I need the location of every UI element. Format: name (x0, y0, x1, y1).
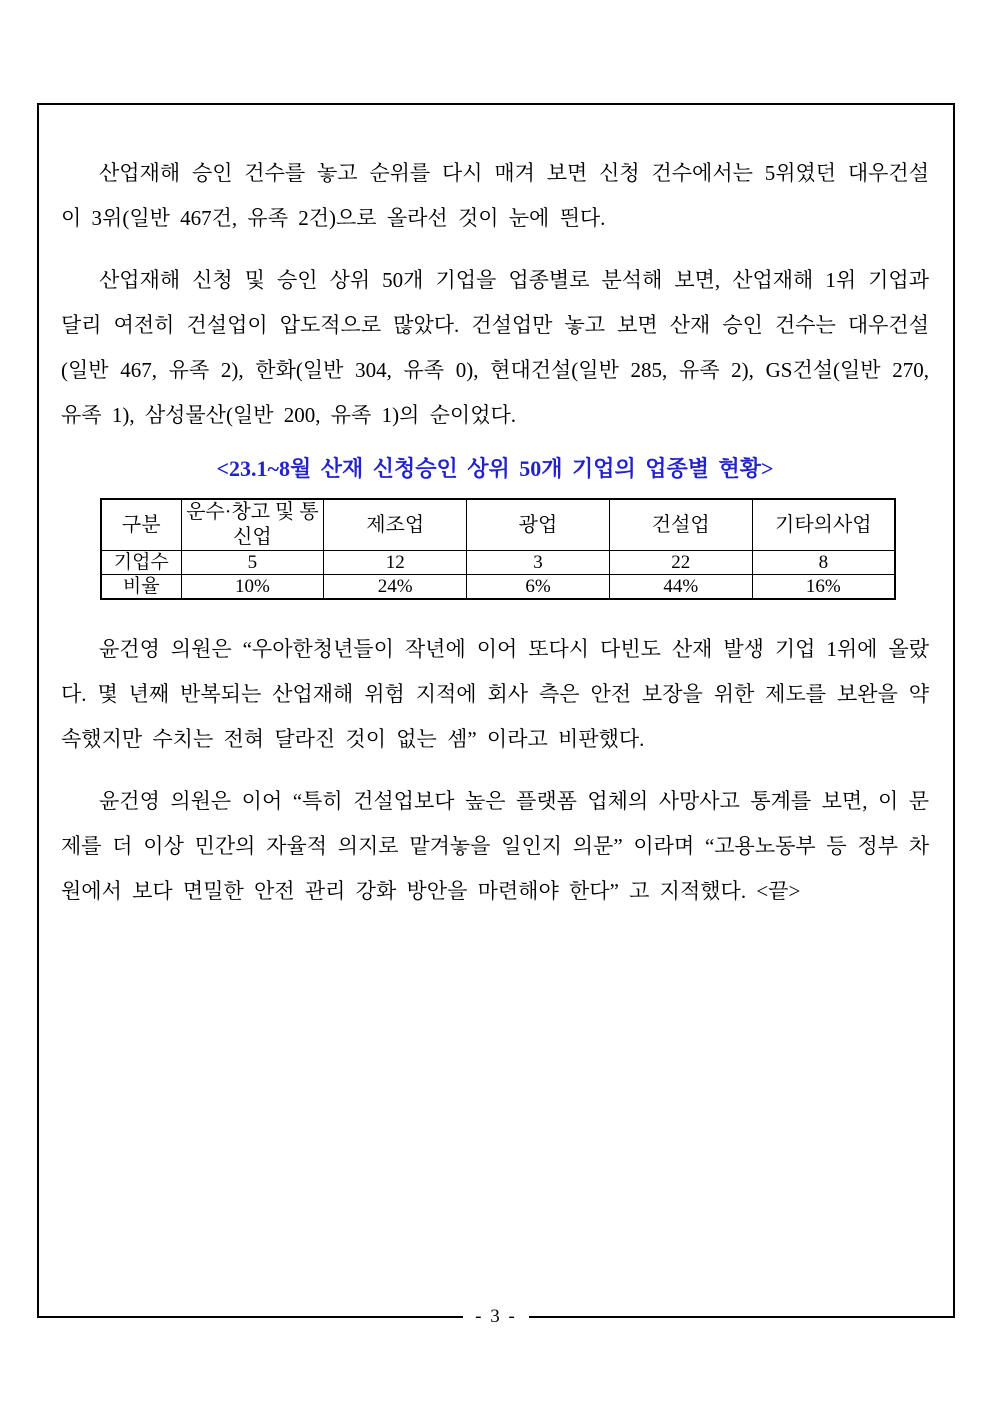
table-cell: 44% (609, 575, 752, 600)
table-column-header-mining: 광업 (467, 499, 610, 551)
table-column-header-manufacturing: 제조업 (324, 499, 467, 551)
table-cell: 16% (752, 575, 895, 600)
table-cell: 5 (181, 551, 324, 575)
table-cell: 8 (752, 551, 895, 575)
table-title: <23.1~8월 산재 신청승인 상위 50개 기업의 업종별 현황> (216, 456, 774, 481)
table-corner-header: 구분 (101, 499, 181, 551)
paragraph-lawmaker-criticism: 윤건영 의원은 “우아한청년들이 작년에 이어 또다시 다빈도 산재 발생 기업 1위에 올랐다. 몇 년째 반복되는 산업재해 위험 지적에 회사 측은 안전 보장을 위한 제도를 보완을 약속했지만 수치는 전혀 달라진 것이 없는 셈” 이라고 비판했다. (61, 637, 929, 751)
table-cell: 24% (324, 575, 467, 600)
table-column-header-transport: 운수·창고 및 통신업 (181, 499, 324, 551)
document-content (39, 105, 953, 914)
table-header-row (101, 499, 895, 551)
table-row-ratio (101, 575, 895, 600)
table-row-label: 비율 (101, 575, 181, 600)
paragraph-lawmaker-followup: 윤건영 의원은 이어 “특히 건설업보다 높은 플랫폼 업체의 사망사고 통계를 보면, 이 문제를 더 이상 민간의 자율적 의지로 맡겨놓을 일인지 의문” 이라며 “고용노동부 등 정부 차원에서 보다 면밀한 안전 관리 강화 방안을 마련해야 한다” 고 지적했다. <끝> (61, 789, 929, 903)
table-cell: 22 (609, 551, 752, 575)
table-column-header-other: 기타의사업 (752, 499, 895, 551)
table-cell: 12 (324, 551, 467, 575)
page-number: - 3 - (463, 1304, 529, 1330)
content-border-box (37, 103, 955, 1327)
paragraph-approval-ranking: 산업재해 승인 건수를 놓고 순위를 다시 매겨 보면 신청 건수에서는 5위였던 대우건설이 3위(일반 467건, 유족 2건)으로 올라선 것이 눈에 띈다. (61, 161, 929, 230)
table-cell: 6% (467, 575, 610, 600)
industry-breakdown-table (100, 498, 896, 600)
table-row-label: 기업수 (101, 551, 181, 575)
page-footer (39, 1304, 953, 1330)
table-column-header-construction: 건설업 (609, 499, 752, 551)
table-row-company-count (101, 551, 895, 575)
paragraph-industry-analysis: 산업재해 신청 및 승인 상위 50개 기업을 업종별로 분석해 보면, 산업재해 1위 기업과 달리 여전히 건설업이 압도적으로 많았다. 건설업만 놓고 보면 산재 승인 건수는 대우건설(일반 467, 유족 2), 한화(일반 304, 유족 0), 현대건설(일반 285, 유족 2), GS건설(일반 270, 유족 1), 삼성물산(일반 200, 유족 1)의 순이었다. (61, 268, 929, 427)
table-cell: 10% (181, 575, 324, 600)
table-cell: 3 (467, 551, 610, 575)
